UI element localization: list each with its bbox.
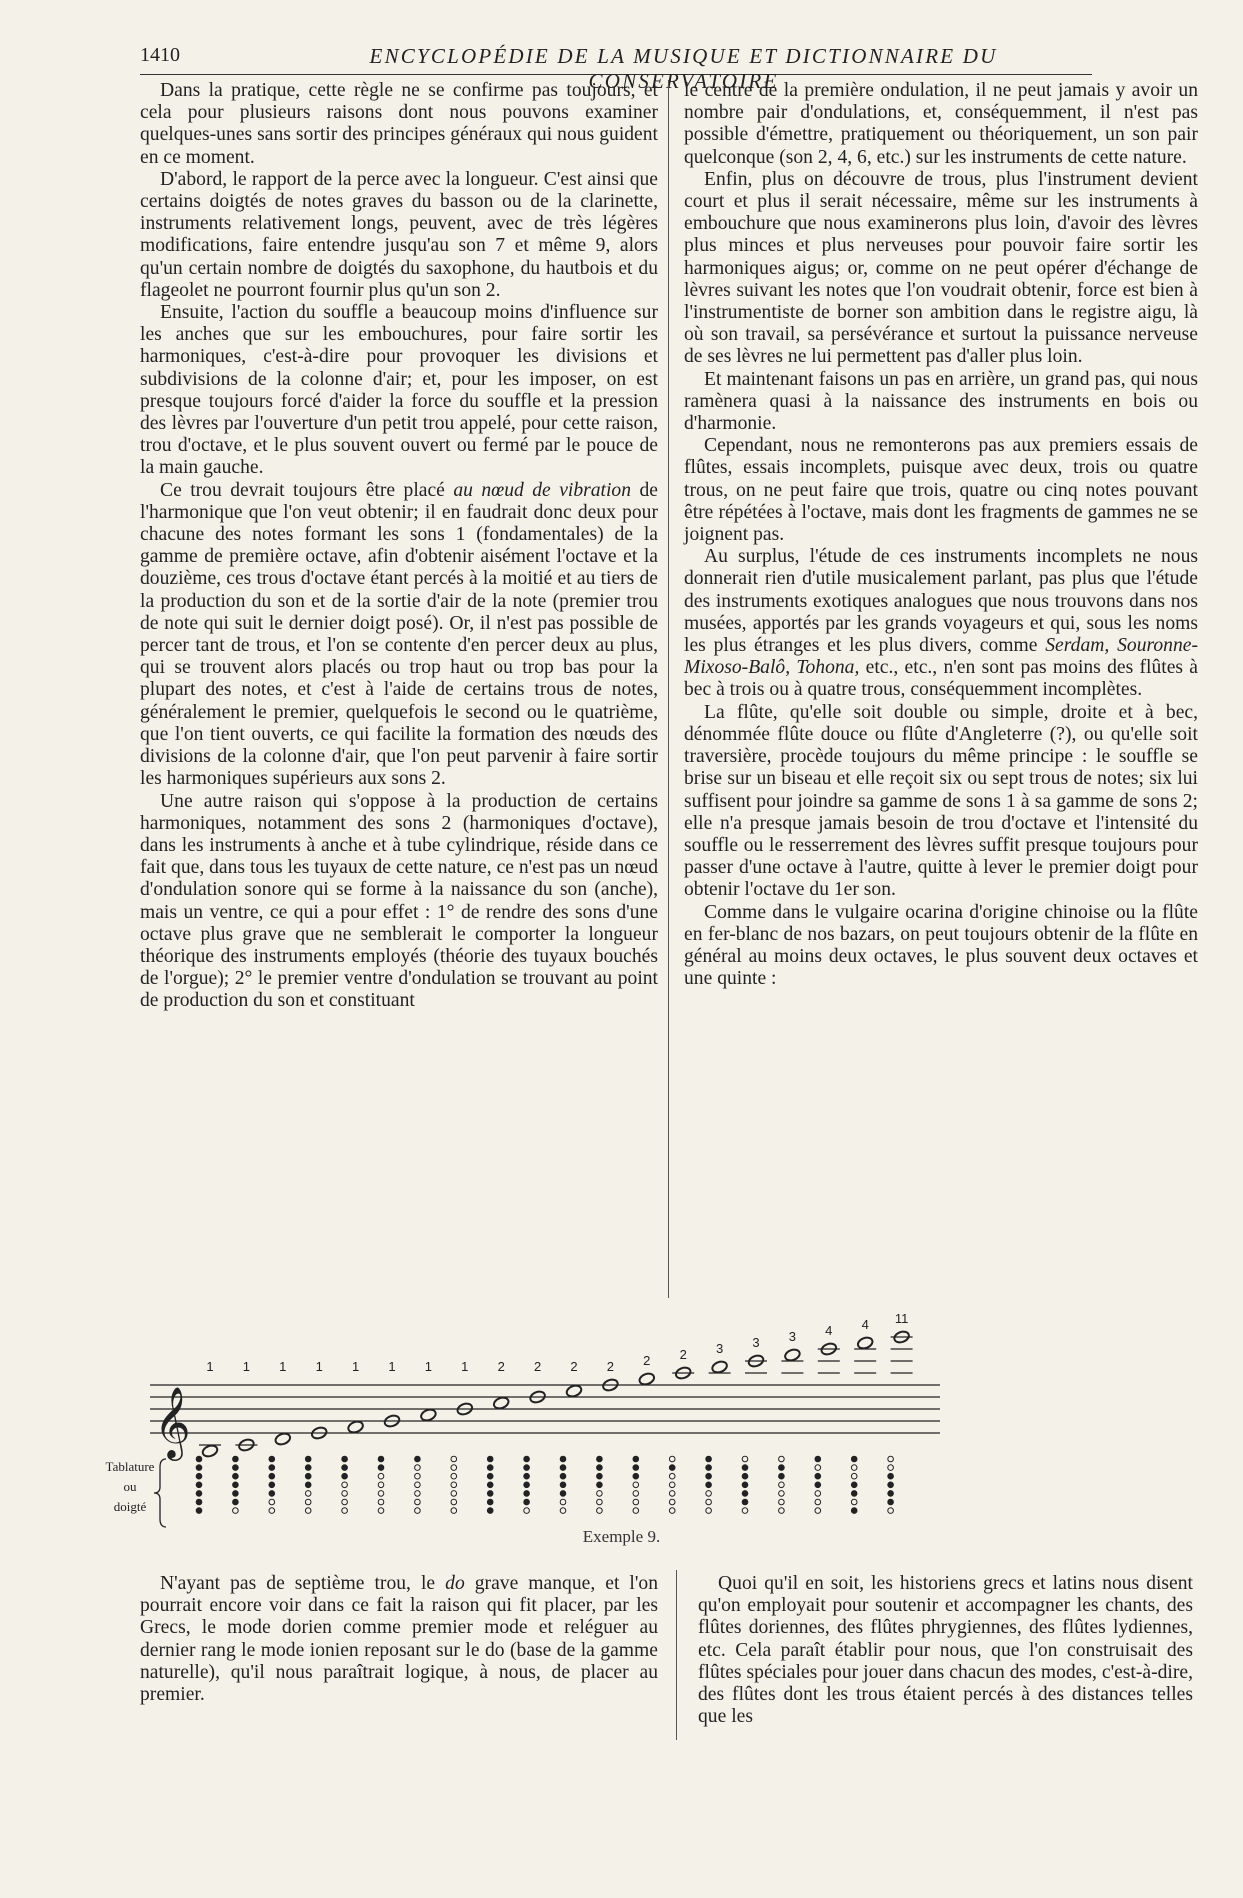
open-hole-dot [597,1491,603,1497]
open-hole-dot [342,1491,348,1497]
paragraph: Dans la pratique, cette règle ne se confirme pas toujours, et cela pour plusieurs raisons dont nous pouvons examiner quelques-unes sans sortir des principes généraux qui nous guident en ce moment. [140,80,658,168]
tablature-label: Tablature [105,1459,155,1474]
closed-hole-dot [196,1473,202,1479]
whole-note [347,1420,365,1435]
closed-hole-dot [378,1465,384,1471]
paragraph: Cependant, nous ne remonterons pas aux premiers essais de flûtes, essais incomplets, puisque avec deux, trois ou quatre trous, on ne peut faire que trois, quatre ou cinq notes pouvant être répétées à l'octave, mais dont les fragments de gammes ne se joignent pas. [684,435,1198,546]
closed-hole-dot [851,1456,857,1462]
closed-hole-dot [269,1491,275,1497]
treble-clef-icon: 𝄞 [154,1385,191,1458]
open-hole-dot [524,1508,530,1514]
closed-hole-dot [597,1465,603,1471]
open-hole-dot [851,1465,857,1471]
harmonic-number: 1 [315,1359,323,1374]
open-hole-dot [633,1491,639,1497]
closed-hole-dot [233,1465,239,1471]
closed-hole-dot [779,1473,785,1479]
closed-hole-dot [815,1473,821,1479]
right-column-bottom [698,1573,1193,1728]
closed-hole-dot [597,1482,603,1488]
closed-hole-dot [560,1473,566,1479]
closed-hole-dot [487,1473,493,1479]
paragraph: D'abord, le rapport de la perce avec la longueur. C'est ainsi que certains doigtés de notes graves du basson ou de la clarinette, instruments relativement longs, peuvent, avec de très légères modifications, faire entendre jusqu'au son 7 et même 9, alors qu'un certain nombre de doigtés du saxophone, du hautbois et du flageolet ne pourront fournir plus qu'un son 2. [140,168,658,301]
paragraph-text: Ce trou devrait toujours être placé [160,479,454,501]
paragraph: Une autre raison qui s'oppose à la production de certains harmoniques, notamment des sons 2 (harmoniques d'octave), dans les instruments à anche et à tube cylindrique, réside dans ce fait que, dans tous les tuyaux de cette nature, ce n'est pas un nœud d'ondulation sonore qui se forme à la naissance du son (anche), mais un ventre, ce qui a pour effet : 1° de rendre des sons d'une octave plus grave que ne semblerait le comporter la longueur théorique des instruments employés (théorie des tuyaux bouchés de l'orgue); 2° le premier ventre d'ondulation se trouvant au point de production du son et constituant [140,790,658,1012]
closed-hole-dot [196,1465,202,1471]
open-hole-dot [669,1456,675,1462]
closed-hole-dot [633,1465,639,1471]
closed-hole-dot [633,1473,639,1479]
open-hole-dot [669,1491,675,1497]
paragraph [140,1573,658,1706]
closed-hole-dot [305,1465,311,1471]
open-hole-dot [451,1456,457,1462]
open-hole-dot [706,1499,712,1505]
open-hole-dot [378,1499,384,1505]
paragraph-text: grave manque, et l'on pourrait encore voir dans ce fait la raison qui fit placer, par les Grecs, le mode dorien comme premier mode et reléguer au dernier rang le mode ionien reposant sur le do (base de la gamme naturelle), qu'il nous paraîtrait logique, à nous, de placer au premier. [140,1573,658,1706]
closed-hole-dot [233,1491,239,1497]
closed-hole-dot [742,1491,748,1497]
open-hole-dot [560,1508,566,1514]
closed-hole-dot [487,1482,493,1488]
tablature-label: ou [123,1479,137,1494]
open-hole-dot [378,1473,384,1479]
whole-note [784,1348,802,1363]
closed-hole-dot [196,1499,202,1505]
open-hole-dot [706,1491,712,1497]
harmonic-number: 2 [497,1359,505,1374]
open-hole-dot [451,1499,457,1505]
musical-example-figure [105,1310,1080,1540]
open-hole-dot [342,1508,348,1514]
page-number: 1410 [140,44,180,66]
closed-hole-dot [742,1473,748,1479]
open-hole-dot [378,1482,384,1488]
open-hole-dot [451,1508,457,1514]
paragraph [140,480,658,791]
italic-term: do [445,1573,465,1594]
tablature-label: doigté [113,1499,147,1514]
closed-hole-dot [597,1456,603,1462]
italic-term: au nœud de vibration [453,479,632,501]
closed-hole-dot [269,1456,275,1462]
closed-hole-dot [888,1499,894,1505]
open-hole-dot [451,1482,457,1488]
open-hole-dot [851,1499,857,1505]
open-hole-dot [451,1491,457,1497]
closed-hole-dot [487,1465,493,1471]
closed-hole-dot [888,1482,894,1488]
harmonic-number: 4 [861,1317,869,1332]
open-hole-dot [305,1499,311,1505]
whole-note [856,1336,874,1351]
example-caption: Exemple 9. [582,1527,661,1546]
whole-note [638,1372,656,1387]
closed-hole-dot [888,1473,894,1479]
open-hole-dot [779,1508,785,1514]
closed-hole-dot [851,1508,857,1514]
open-hole-dot [415,1465,421,1471]
closed-hole-dot [560,1465,566,1471]
column-divider-top [668,80,669,1298]
open-hole-dot [378,1491,384,1497]
harmonic-number: 3 [752,1335,760,1350]
harmonic-number: 4 [825,1323,833,1338]
open-hole-dot [742,1456,748,1462]
closed-hole-dot [888,1491,894,1497]
open-hole-dot [888,1465,894,1471]
closed-hole-dot [415,1456,421,1462]
closed-hole-dot [706,1473,712,1479]
paragraph: le centre de la première ondulation, il ne peut jamais y avoir un nombre pair d'ondulations, et, conséquemment, il n'est pas possible d'émettre, pratiquement ou théoriquement, un son pair quelconque (son 2, 4, 6, etc.) sur les instruments de cette nature. [684,80,1198,168]
closed-hole-dot [196,1456,202,1462]
closed-hole-dot [524,1456,530,1462]
paragraph-text: N'ayant pas de septième trou, le [160,1573,446,1594]
open-hole-dot [779,1491,785,1497]
closed-hole-dot [233,1473,239,1479]
left-column-top [140,80,658,1013]
open-hole-dot [415,1508,421,1514]
closed-hole-dot [269,1482,275,1488]
paragraph: Ensuite, l'action du souffle a beaucoup moins d'influence sur les anches que sur les embouchures, pour faire sortir les harmoniques, c'est-à-dire pour provoquer les divisions et subdivisions de la colonne d'air; et, pour les imposer, on est presque toujours forcé d'aider la force du souffle et la pression des lèvres par l'ouverture d'un petit trou appelé, pour cette raison, trou d'octave, et le plus souvent ouvert ou fermé par le pouce de la main gauche. [140,302,658,479]
harmonic-number: 1 [351,1359,360,1374]
closed-hole-dot [669,1465,675,1471]
closed-hole-dot [524,1473,530,1479]
closed-hole-dot [487,1456,493,1462]
closed-hole-dot [378,1456,384,1462]
closed-hole-dot [815,1456,821,1462]
open-hole-dot [415,1491,421,1497]
whole-note [565,1384,583,1399]
paragraph: Comme dans le vulgaire ocarina d'origine chinoise ou la flûte en fer-blanc de nos bazars, on peut toujours obtenir de la flûte en général au moins deux octaves, le plus souvent deux octaves et une quinte : [684,901,1198,990]
closed-hole-dot [269,1473,275,1479]
open-hole-dot [560,1499,566,1505]
closed-hole-dot [305,1456,311,1462]
whole-note [420,1408,438,1423]
closed-hole-dot [633,1456,639,1462]
open-hole-dot [633,1508,639,1514]
page-header [140,40,1092,93]
open-hole-dot [451,1465,457,1471]
closed-hole-dot [342,1456,348,1462]
open-hole-dot [706,1508,712,1514]
harmonic-number: 2 [533,1359,542,1374]
harmonic-number: 1 [424,1359,433,1374]
closed-hole-dot [706,1465,712,1471]
open-hole-dot [415,1482,421,1488]
closed-hole-dot [196,1491,202,1497]
harmonic-number: 2 [606,1359,615,1374]
open-hole-dot [779,1456,785,1462]
harmonic-number: 1 [388,1359,396,1374]
italic-term: Serdam, Souronne-Mixoso-Balô, Tohona, [684,635,1198,679]
open-hole-dot [815,1465,821,1471]
open-hole-dot [597,1499,603,1505]
closed-hole-dot [742,1465,748,1471]
open-hole-dot [451,1473,457,1479]
closed-hole-dot [560,1456,566,1462]
open-hole-dot [851,1473,857,1479]
closed-hole-dot [560,1491,566,1497]
open-hole-dot [233,1508,239,1514]
harmonic-number: 1 [461,1359,469,1374]
closed-hole-dot [233,1482,239,1488]
closed-hole-dot [233,1456,239,1462]
open-hole-dot [342,1482,348,1488]
open-hole-dot [815,1499,821,1505]
paragraph: Et maintenant faisons un pas en arrière, un grand pas, qui nous ramènera quasi à la naissance des instruments en bois ou d'harmonie. [684,368,1198,435]
open-hole-dot [415,1473,421,1479]
closed-hole-dot [269,1465,275,1471]
open-hole-dot [597,1508,603,1514]
open-hole-dot [305,1491,311,1497]
closed-hole-dot [524,1491,530,1497]
open-hole-dot [633,1499,639,1505]
paragraph: La flûte, qu'elle soit double ou simple, droite et à bec, dénommée flûte douce ou flûte d'Angleterre (?), ou qu'elle soit traversière, procède toujours du même principe : le souffle se brise sur un biseau et elle reçoit six ou sept trous de notes; six lui suffisent pour joindre sa gamme de sons 1 à sa gamme de sons 2; elle n'a presque jamais besoin de trou d'octave et l'intensité du souffle ou le resserrement des lèvres suffit presque toujours pour passer d'une octave à l'autre, quitte à lever le premier doigt pour obtenir l'octave du 1er son. [684,701,1198,901]
harmonic-number: 3 [715,1341,724,1356]
closed-hole-dot [196,1508,202,1514]
running-title: ENCYCLOPÉDIE DE LA MUSIQUE ET DICTIONNAIRE DU CONSERVATOIRE [369,44,998,93]
open-hole-dot [779,1482,785,1488]
closed-hole-dot [742,1482,748,1488]
closed-hole-dot [487,1508,493,1514]
closed-hole-dot [706,1456,712,1462]
whole-note [711,1360,729,1375]
open-hole-dot [305,1508,311,1514]
left-column-bottom [140,1573,658,1706]
open-hole-dot [888,1456,894,1462]
harmonic-number: 1 [279,1359,287,1374]
closed-hole-dot [524,1465,530,1471]
open-hole-dot [633,1482,639,1488]
open-hole-dot [888,1508,894,1514]
closed-hole-dot [524,1482,530,1488]
whole-note [492,1396,510,1411]
closed-hole-dot [851,1491,857,1497]
open-hole-dot [669,1508,675,1514]
open-hole-dot [669,1499,675,1505]
closed-hole-dot [815,1482,821,1488]
closed-hole-dot [305,1473,311,1479]
open-hole-dot [815,1508,821,1514]
closed-hole-dot [487,1499,493,1505]
paragraph [684,546,1198,701]
column-divider-bottom [676,1570,677,1740]
closed-hole-dot [560,1482,566,1488]
harmonic-number: 2 [643,1353,651,1368]
whole-note [274,1432,292,1447]
closed-hole-dot [524,1499,530,1505]
closed-hole-dot [851,1482,857,1488]
open-hole-dot [269,1499,275,1505]
closed-hole-dot [342,1465,348,1471]
open-hole-dot [669,1473,675,1479]
open-hole-dot [742,1508,748,1514]
paragraph-text: etc., etc., n'en sont pas moins des flûtes à bec à trois ou à quatre trous, conséquemment incomplètes. [684,657,1198,701]
harmonic-number: 1 [206,1359,214,1374]
open-hole-dot [779,1499,785,1505]
closed-hole-dot [706,1482,712,1488]
closed-hole-dot [305,1482,311,1488]
harmonic-number: 3 [788,1329,797,1344]
harmonic-number: 11 [894,1311,909,1326]
open-hole-dot [269,1508,275,1514]
harmonic-number: 2 [570,1359,578,1374]
closed-hole-dot [779,1465,785,1471]
tablature-brace [154,1459,166,1527]
harmonic-number: 1 [242,1359,251,1374]
open-hole-dot [342,1499,348,1505]
closed-hole-dot [742,1499,748,1505]
open-hole-dot [815,1491,821,1497]
closed-hole-dot [597,1473,603,1479]
open-hole-dot [669,1482,675,1488]
open-hole-dot [378,1508,384,1514]
paragraph: Quoi qu'il en soit, les historiens grecs et latins nous disent qu'on employait pour soutenir et accompagner les chants, des flûtes doriennes, des flûtes phrygiennes, des flûtes lydiennes, etc. Cela paraît établir pour nous, que l'on construisait des flûtes spéciales pour jouer dans chacun des modes, c'est-à-dire, des flûtes dont les trous étaient percés à des distances telles que les [698,1573,1193,1728]
paragraph-text: de l'harmonique que l'on veut obtenir; il en faudrait donc deux pour chacune des notes formant les sons 1 (fondamentales) de la gamme de première octave, afin d'obtenir aisément l'octave et la douzième, ces trous d'octave étant percés à la moitié et au tiers de la production du son et de la sortie d'air de la note (premier trou de note qui suit le dernier doigt posé). Or, il n'est pas possible de percer tant de trous, et l'on se contente d'en percer deux au plus, qui se trouvent alors placés ou trop haut ou trop bas pour la plupart des notes, et c'est à l'aide de certains trous de notes, généralement le premier, quelquefois le second ou le quatrième, que l'on tient ouverts, ce qui facilite la formation des nœuds des divisions de la colonne d'air, que l'on peut parvenir à faire sortir les harmoniques supérieurs aux sons 2. [140,479,658,790]
right-column-top [684,80,1198,990]
closed-hole-dot [487,1491,493,1497]
paragraph-text: Au surplus, l'étude de ces instruments incomplets ne nous donnerait rien d'utile musicalement parlant, pas plus que l'étude des instruments exotiques analogues que nous trouvons dans nos musées, apportés par les grands voyageurs et qui, sous les noms les plus étranges et les plus divers, comme [684,546,1198,657]
closed-hole-dot [342,1473,348,1479]
paragraph: Enfin, plus on découvre de trous, plus l'instrument devient court et plus il serait nécessaire, même sur les instruments à embouchure que nous examinerons plus loin, d'avoir des lèvres plus minces et plus nerveuses pour pouvoir faire sortir les harmoniques aigus; or, comme on ne peut opérer d'échange de lèvres suivant les notes que l'on voudrait obtenir, force est bien à l'instrumentiste de borner son ambition dans le registre aigu, là où son travail, sa persévérance et surtout la puissance nerveuse de ses lèvres ne lui permettent pas d'aller plus loin. [684,168,1198,368]
closed-hole-dot [233,1499,239,1505]
whole-note [201,1444,219,1459]
closed-hole-dot [196,1482,202,1488]
open-hole-dot [415,1499,421,1505]
harmonic-number: 2 [679,1347,687,1362]
